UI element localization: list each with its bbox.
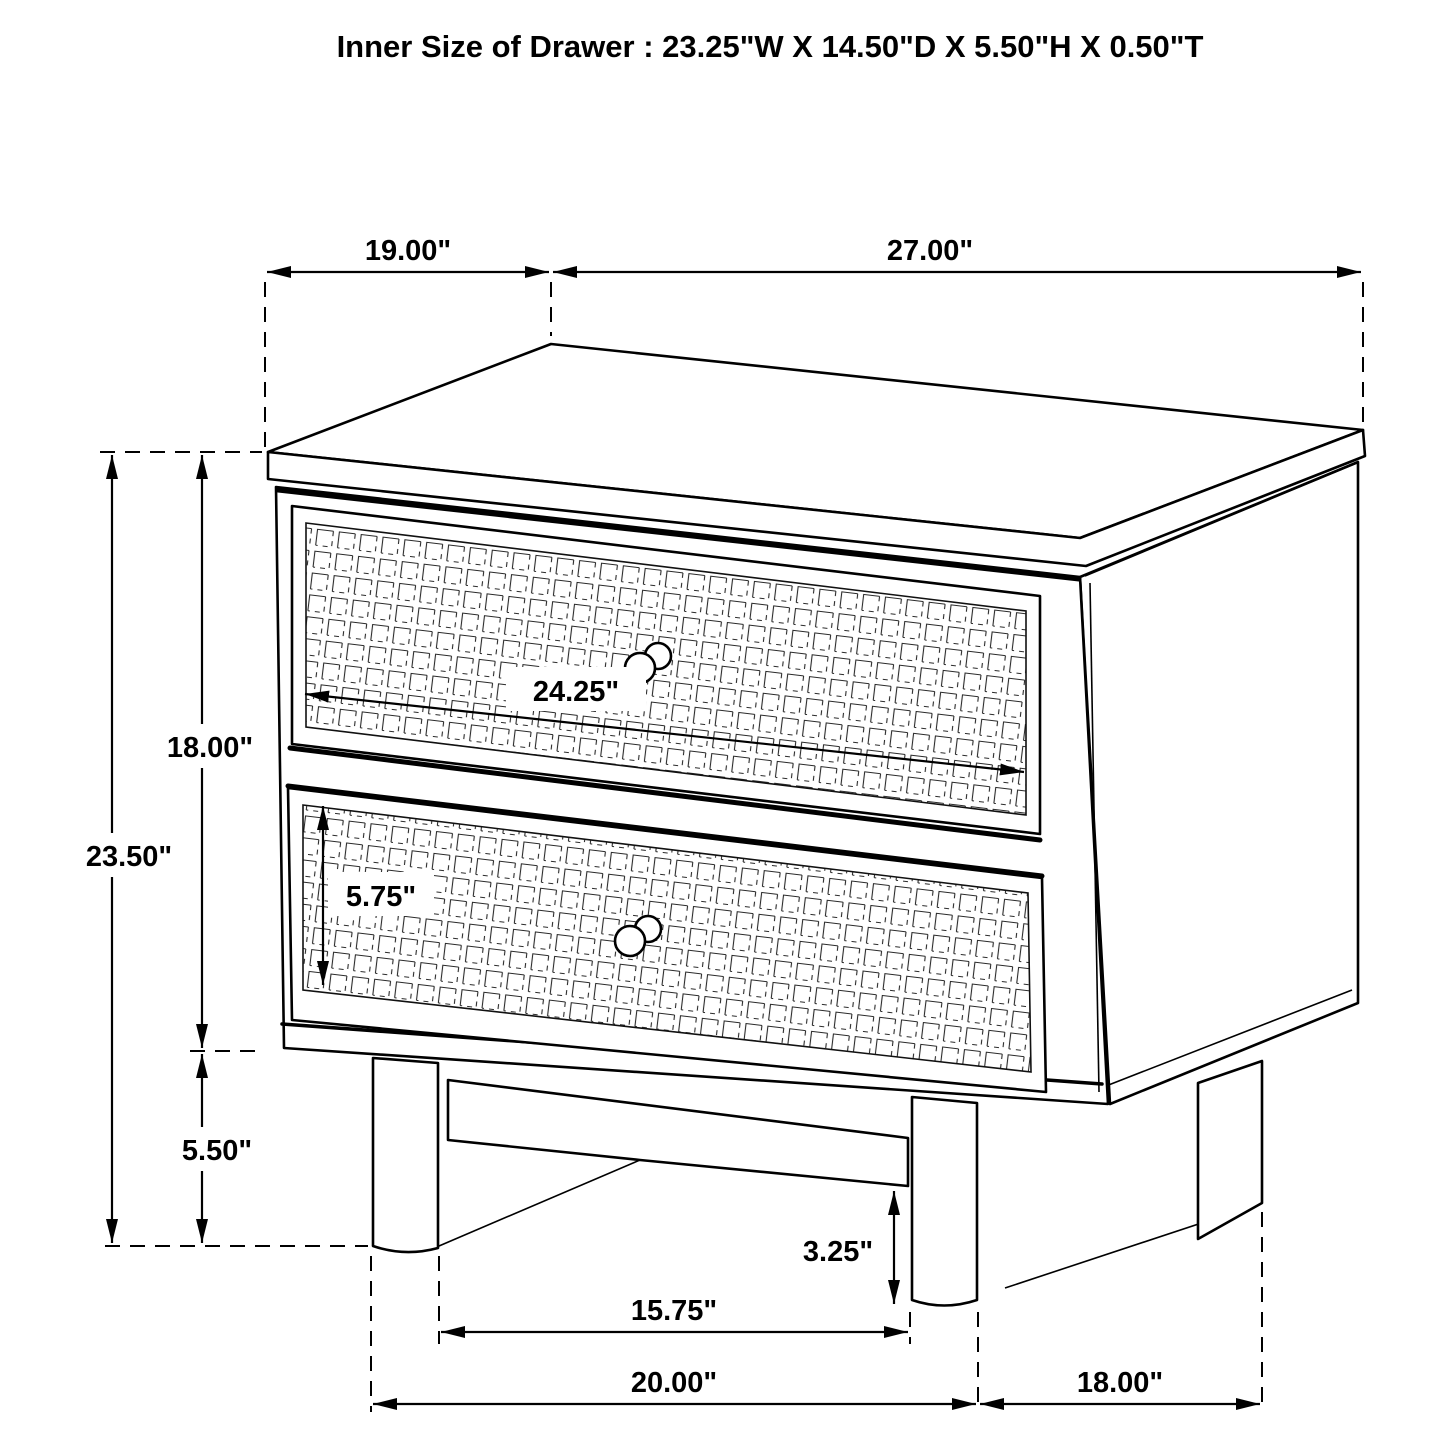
label-base-width: 20.00": [630, 1367, 718, 1399]
front-left-leg: [373, 1058, 438, 1252]
diagram-title: Inner Size of Drawer : 23.25"W X 14.50"D X 5.50"H X 0.50"T: [336, 29, 1204, 64]
label-top-width: 27.00": [886, 235, 974, 267]
front-right-leg: [912, 1097, 977, 1306]
label-base-clearance: 3.25": [802, 1236, 874, 1268]
label-drawer-width: 24.25": [532, 676, 620, 708]
label-overall-height: 23.50": [85, 841, 173, 873]
knob-front-circle: [615, 926, 645, 956]
furniture-illustration: [268, 344, 1365, 1306]
back-right-leg: [1198, 1061, 1262, 1239]
label-stretcher-span: 15.75": [630, 1295, 718, 1327]
label-top-depth: 19.00": [364, 235, 452, 267]
label-drawer-height: 5.75": [345, 881, 417, 913]
side-panel: [1080, 462, 1358, 1104]
label-case-height: 18.00": [166, 732, 254, 764]
stretcher-panel: [448, 1080, 908, 1186]
label-leg-height: 5.50": [181, 1135, 253, 1167]
cross-support-edge: [432, 1160, 640, 1249]
label-base-depth: 18.00": [1076, 1367, 1164, 1399]
